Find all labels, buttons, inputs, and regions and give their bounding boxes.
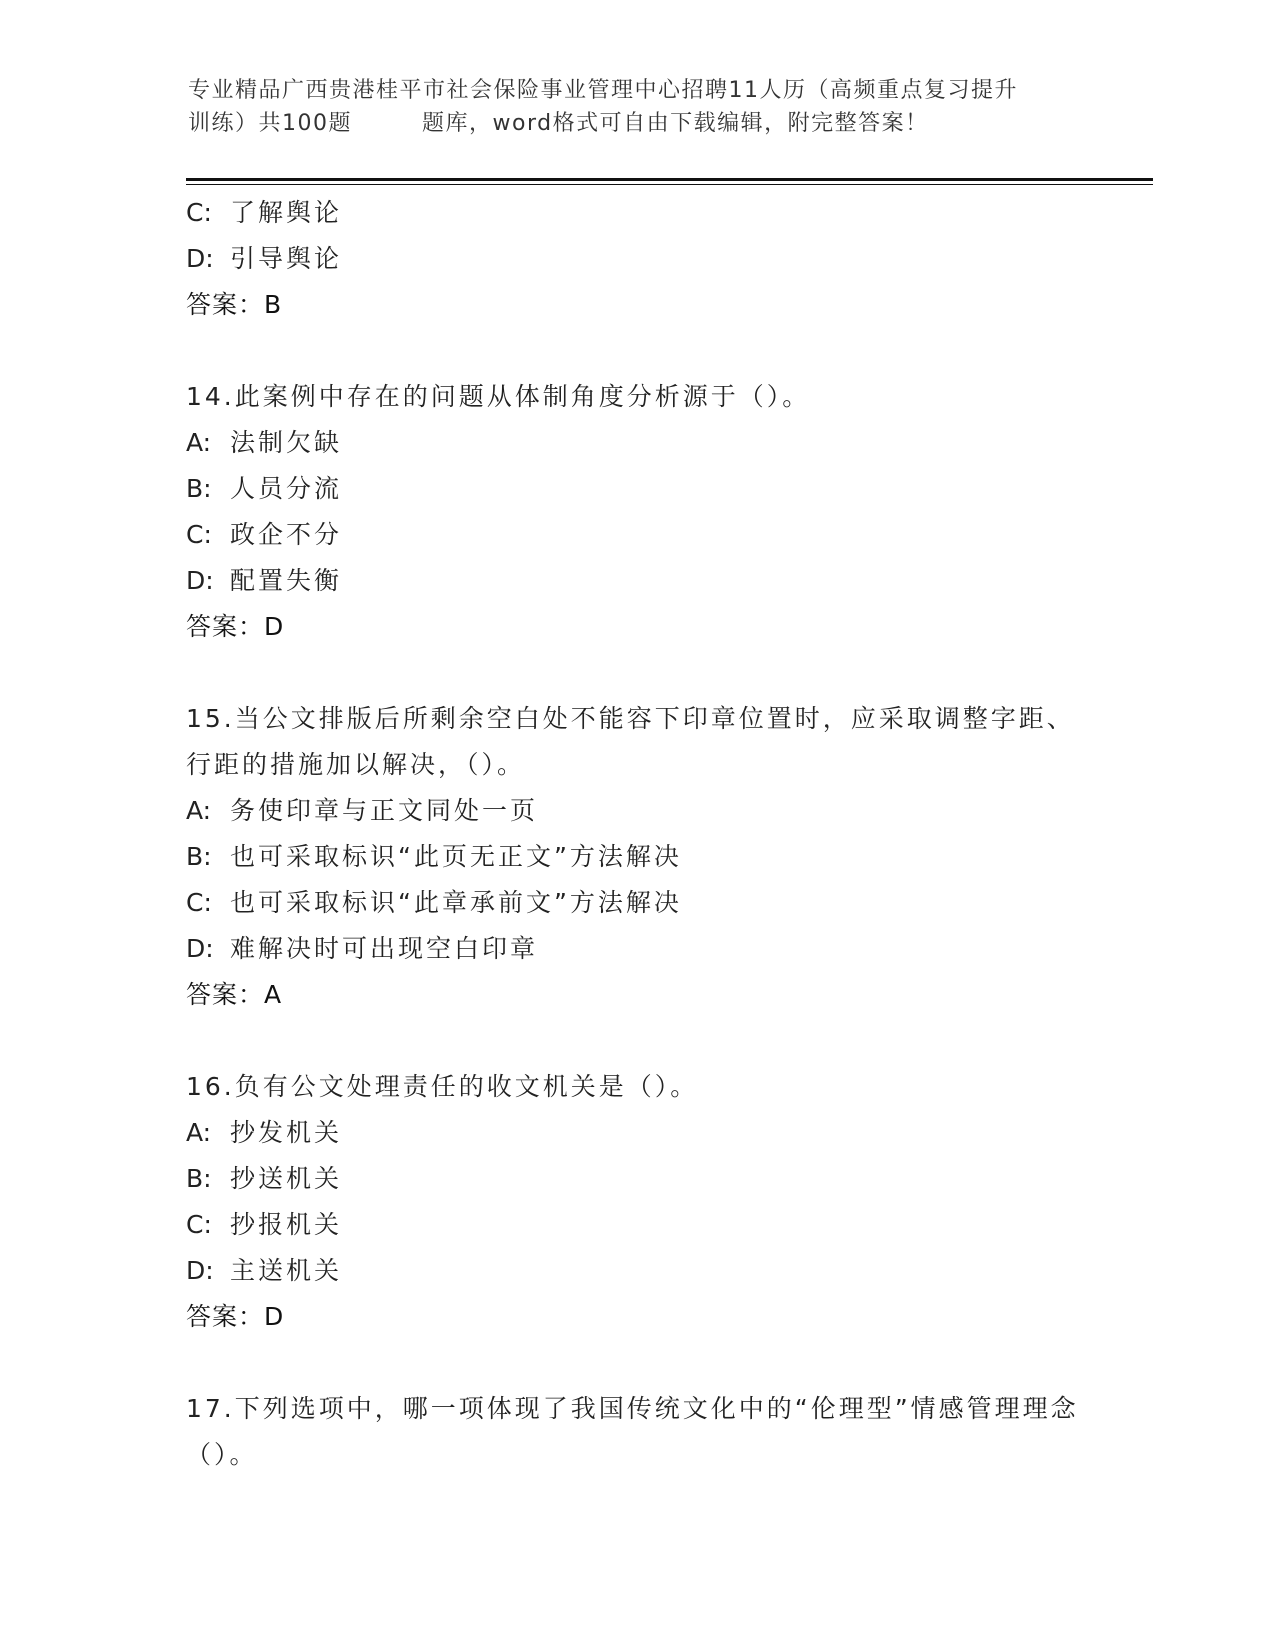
option-d: D: 配置失衡 [186, 566, 343, 595]
answer-line: 答案：D [186, 1302, 285, 1331]
header-rule-thin [186, 184, 1153, 185]
question-list [186, 190, 1086, 1478]
question-stem: 15.当公文排版后所剩余空白处不能容下印章位置时，应采取调整字距、行距的措施加以解决，（）。 [186, 704, 1075, 779]
option-b: B: 抄送机关 [186, 1164, 343, 1193]
header-line-2-start: 训练）共100题 [188, 111, 352, 136]
answer-line: 答案：B [186, 290, 283, 319]
option-a: A: 抄发机关 [186, 1118, 343, 1147]
option-c: C: 也可采取标识“此章承前文”方法解决 [186, 888, 682, 917]
question-14 [186, 374, 1086, 650]
option-d: D: 难解决时可出现空白印章 [186, 934, 539, 963]
question-15 [186, 696, 1086, 1018]
header-line-2-end: 题库，word格式可自由下载编辑，附完整答案！ [422, 111, 929, 136]
page-header [188, 74, 1088, 140]
question-stem: 14.此案例中存在的问题从体制角度分析源于（）。 [186, 382, 811, 411]
option-c: C: 政企不分 [186, 520, 343, 549]
option-a: A: 务使印章与正文同处一页 [186, 796, 539, 825]
header-rule-thick [186, 178, 1153, 181]
option-b: B: 也可采取标识“此页无正文”方法解决 [186, 842, 682, 871]
question-stem: 16.负有公文处理责任的收文机关是（）。 [186, 1072, 699, 1101]
answer-line: 答案：A [186, 980, 283, 1009]
header-line-1: 专业精品广西贵港桂平市社会保险事业管理中心招聘11人历（高频重点复习提升 [188, 78, 1018, 103]
option-a: A: 法制欠缺 [186, 428, 343, 457]
option-c: C: 了解舆论 [186, 198, 343, 227]
header-line-2 [188, 107, 1088, 140]
option-d: D: 主送机关 [186, 1256, 343, 1285]
answer-line: 答案：D [186, 612, 285, 641]
question-17 [186, 1386, 1086, 1478]
option-d: D: 引导舆论 [186, 244, 343, 273]
question-continuation [186, 190, 1086, 328]
option-b: B: 人员分流 [186, 474, 343, 503]
question-stem: 17.下列选项中，哪一项体现了我国传统文化中的“伦理型”情感管理理念（）。 [186, 1394, 1079, 1469]
question-16 [186, 1064, 1086, 1340]
option-c: C: 抄报机关 [186, 1210, 343, 1239]
